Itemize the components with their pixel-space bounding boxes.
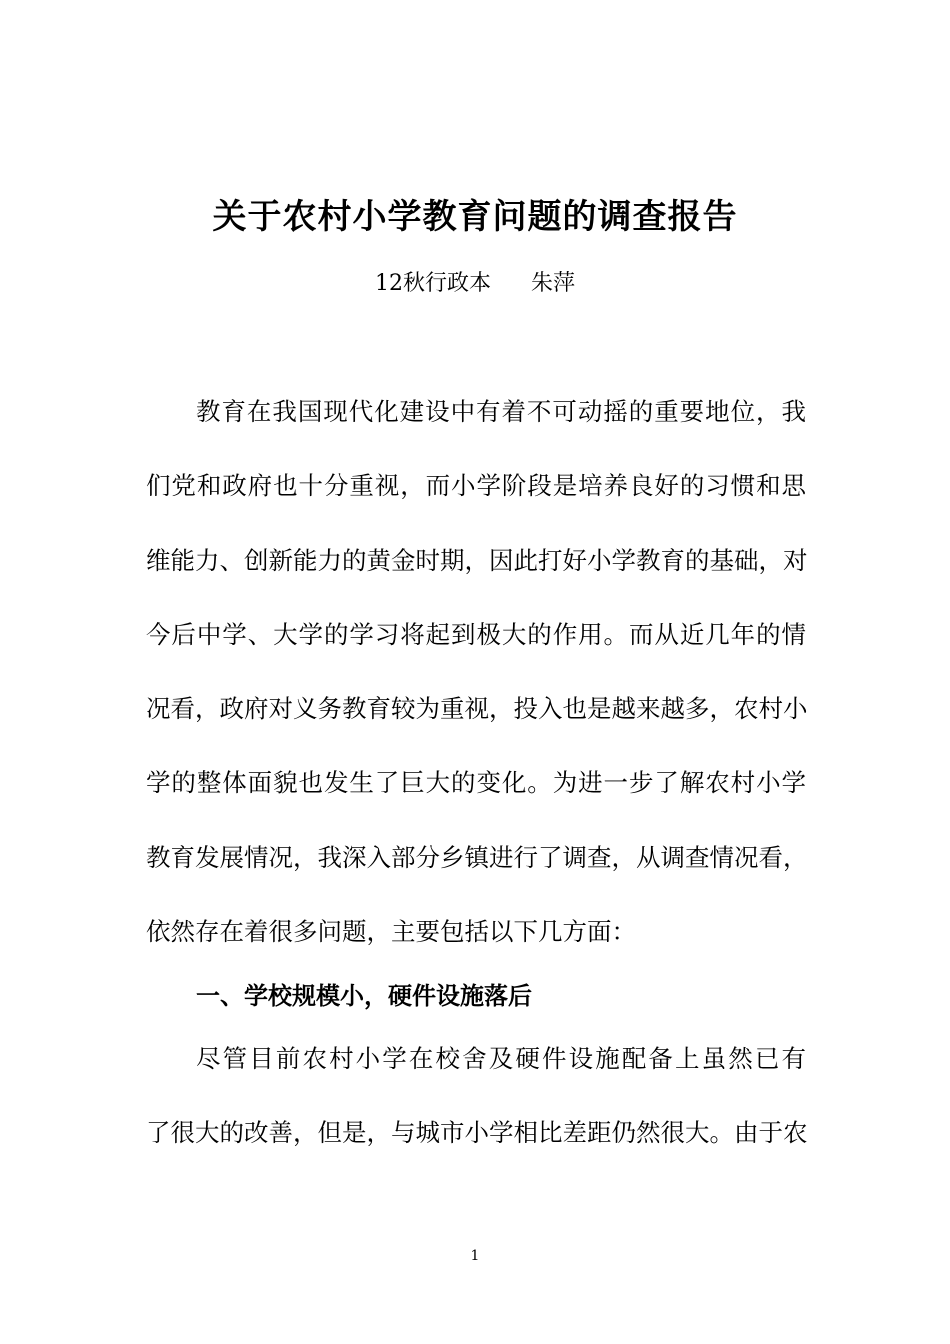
author-class: 12秋行政本 <box>374 271 491 296</box>
author-byline <box>0 266 950 302</box>
paragraph-line: 况看，政府对义务教育较为重视，投入也是越来越多，农村小 <box>146 694 808 723</box>
paragraph-line: 学的整体面貌也发生了巨大的变化。为进一步了解农村小学 <box>146 768 806 797</box>
paragraph-line: 今后中学、大学的学习将起到极大的作用。而从近几年的情 <box>146 620 806 649</box>
paragraph-line: 尽管目前农村小学在校舍及硬件设施配备上虽然已有 <box>196 1044 806 1073</box>
document-title: 关于农村小学教育问题的调查报告 <box>212 197 738 237</box>
section-heading: 一、学校规模小，硬件设施落后 <box>196 981 532 1010</box>
page-number: 1 <box>470 1248 480 1264</box>
paragraph-line: 依然存在着很多问题，主要包括以下几方面： <box>146 917 636 946</box>
paragraph-line: 们党和政府也十分重视，而小学阶段是培养良好的习惯和思 <box>146 471 806 500</box>
paragraph-line: 教育在我国现代化建设中有着不可动摇的重要地位，我 <box>196 397 806 426</box>
author-name: 朱萍 <box>530 271 575 296</box>
paragraph-line: 教育发展情况，我深入部分乡镇进行了调查，从调查情况看， <box>146 843 808 872</box>
paragraph-line: 维能力、创新能力的黄金时期，因此打好小学教育的基础，对 <box>146 546 808 575</box>
paragraph-line: 了很大的改善，但是，与城市小学相比差距仍然很大。由于农 <box>146 1118 808 1147</box>
